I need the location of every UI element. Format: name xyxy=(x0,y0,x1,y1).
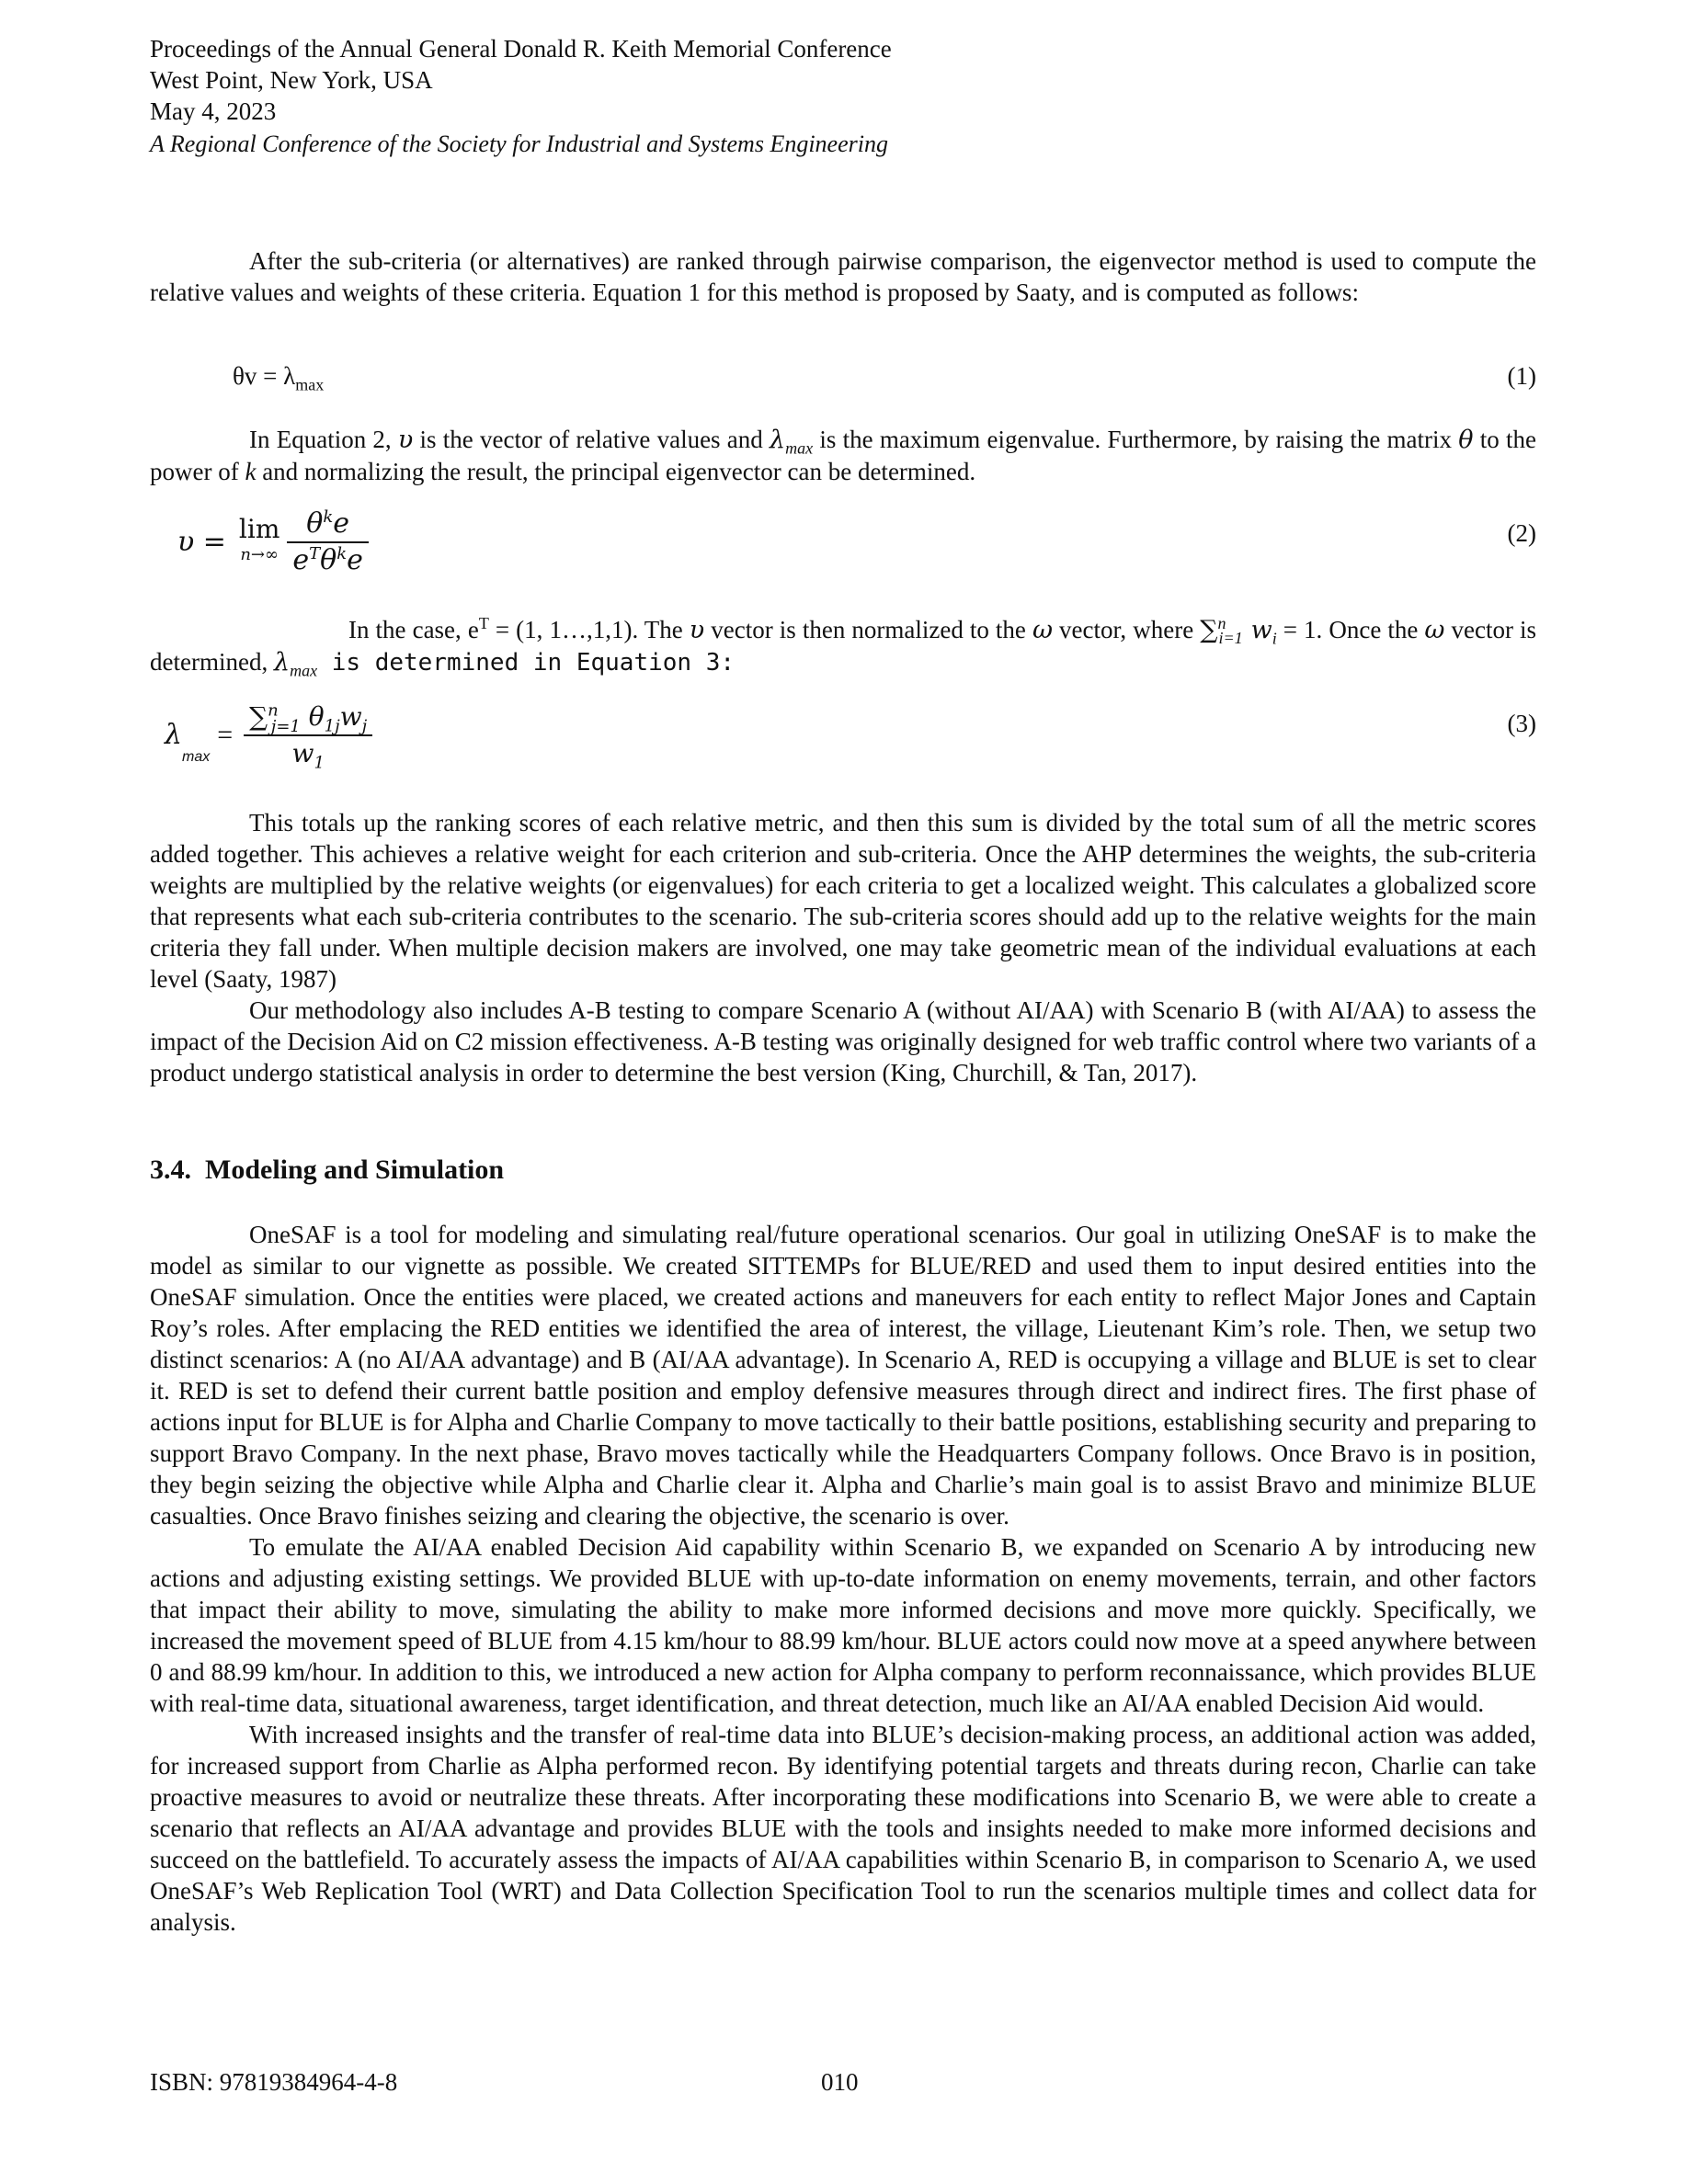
equation-1-lhs: θv = λ xyxy=(233,362,296,390)
paragraph-ab-testing: Our methodology also includes A-B testing to compare Scenario A (without AI/AA) with Scenario B (with AI/AA) to assess the impact of the Decision Aid on C2 mission effectiveness. A-B testing was originally designed for web traffic control where two variants of a product undergo statistical analysis in order to determine the best version (King, Churchill, & Tan, 2017). xyxy=(150,996,1536,1086)
footer-isbn: ISBN: 97819384964-4-8 xyxy=(150,2068,398,2096)
paragraph-onesaf: OneSAF is a tool for modeling and simulating real/future operational scenarios. Our goal in utilizing OneSAF is to make the model as similar to our vignette as possible. We created SITTEMPs for BLUE/RED and used them to input desired entities into the OneSAF simulation. Once the entities were placed, we created actions and maneuvers for each entity to reflect Major Jones and Captain Roy’s roles. After emplacing the RED entities we identified the area of interest, the village, Lieutenant Kim’s role. Then, we setup two distinct scenarios: A (no AI/AA advantage) and B (AI/AA advantage). In Scenario A, RED is occupying a village and BLUE is set to clear it. RED is set to defend their current battle position and employ defensive measures through direct and indirect fires. The first phase of actions input for BLUE is for Alpha and Charlie Company to move tactically to their battle positions, establishing security and preparing to support Bravo Company. In the next phase, Bravo moves tactically while the Headquarters Company follows. Once Bravo is in position, they begin seizing the objective while Alpha and Charlie clear it. Alpha and Charlie’s main goal is to assist Bravo and minimize BLUE casualties. Once Bravo finishes seizing and clearing the objective, the scenario is over. xyxy=(150,1221,1536,1530)
eq2-paragraph: In Equation 2, υ is the vector of relative values and $\lambda_{max}$ is the maximum eigenvalue. Furthermore, by raising the matrix θ to the power of k and normalizing the result, the principal eigenvector can be determined. xyxy=(150,426,1536,485)
modeling-paragraphs xyxy=(150,1219,1536,1938)
header-line-3: May 4, 2023 xyxy=(150,97,277,125)
equation-2-number: (2) xyxy=(1507,519,1536,547)
equation-1 xyxy=(150,360,1536,397)
equation-3-number: (3) xyxy=(1507,710,1536,737)
intro-paragraph-block xyxy=(150,245,1536,308)
equation-2-body: υ = lim n→∞ $\frac{\theta^ke}{e^T\theta^ke}$ xyxy=(177,501,369,584)
paragraph-totals: This totals up the ranking scores of each relative metric, and then this sum is divided by the total sum of all the metric scores added together. This achieves a relative weight for each criterion and sub-criteria. Once the AHP determines the weights, the sub-criteria weights are multiplied by the relative weights (or eigenvalues) for each criteria to get a localized weight. This calculates a globalized score that represents what each sub-criteria contributes to the scenario. The sub-criteria scores should add up to the relative weights for the main criteria they fall under. When multiple decision makers are involved, one may take geometric mean of the individual evaluations at each level (Saaty, 1987) xyxy=(150,809,1536,993)
equation-1-number: (1) xyxy=(1507,362,1536,390)
conference-header xyxy=(150,33,1529,160)
section-heading-3-4: 3.4. Modeling and Simulation xyxy=(150,1155,505,1185)
eq2-paragraph-block xyxy=(150,424,1536,487)
eq3-paragraph-block xyxy=(150,614,1536,678)
paragraph-insights: With increased insights and the transfer of real-time data into BLUE’s decision-making process, an additional action was added, for increased support from Charlie as Alpha performed recon. By identifying potential targets and threats during recon, Charlie can take proactive measures to avoid or neutralize these threats. After incorporating these modifications into Scenario B, we were able to create a scenario that reflects an AI/AA advantage and provides BLUE with the tools and insights needed to make more informed decisions and succeed on the battlefield. To accurately assess the impacts of AI/AA capabilities within Scenario B, in comparison to Scenario A, we used OneSAF’s Web Replication Tool (WRT) and Data Collection Specification Tool to run the scenarios multiple times and collect data for analysis. xyxy=(150,1721,1536,1936)
eq3-paragraph: In the case, $e^T = (1$, 1…,1,1). The υ vector is then normalized to the ω vector, where ∑$^n_{i=1}$ $w_i = 1$. Once the ω vector is determined, $\lambda_{max}$ is determined in Equation 3: xyxy=(150,614,1536,680)
method-paragraphs xyxy=(150,807,1536,1088)
equation-3-body: $\lambda_{max}$ = $\frac{\sum^n_{j=1} \theta_{1j}w_j}{w_1}$ xyxy=(165,691,372,779)
paragraph-emulate: To emulate the AI/AA enabled Decision Aid capability within Scenario B, we expanded on Scenario A by introducing new actions and adjusting existing settings. We provided BLUE with up-to-date information on enemy movements, terrain, and other factors that impact their ability to move, simulating the ability to make more informed decisions and move more quickly. Specifically, we increased the movement speed of BLUE from 4.15 km/hour to 88.99 km/hour. BLUE actors could now move at a speed anywhere between 0 and 88.99 km/hour. In addition to this, we introduced a new action for Alpha company to perform reconnaissance, which provides BLUE with real-time data, situational awareness, target identification, and threat detection, much like an AI/AA enabled Decision Aid would. xyxy=(150,1533,1536,1717)
footer-page-number: 010 xyxy=(821,2068,859,2096)
header-line-2: West Point, New York, USA xyxy=(150,66,433,94)
header-line-1: Proceedings of the Annual General Donald R. Keith Memorial Conference xyxy=(150,35,892,63)
header-line-4: A Regional Conference of the Society for Industrial and Systems Engineering xyxy=(150,131,888,157)
equation-3 xyxy=(150,691,1536,779)
equation-2 xyxy=(150,501,1536,584)
intro-paragraph: After the sub-criteria (or alternatives) are ranked through pairwise comparison, the eigenvector method is used to compute the relative values and weights of these criteria. Equation 1 for this method is proposed by Saaty, and is computed as follows: xyxy=(150,247,1536,306)
equation-1-sub: max xyxy=(295,375,325,394)
